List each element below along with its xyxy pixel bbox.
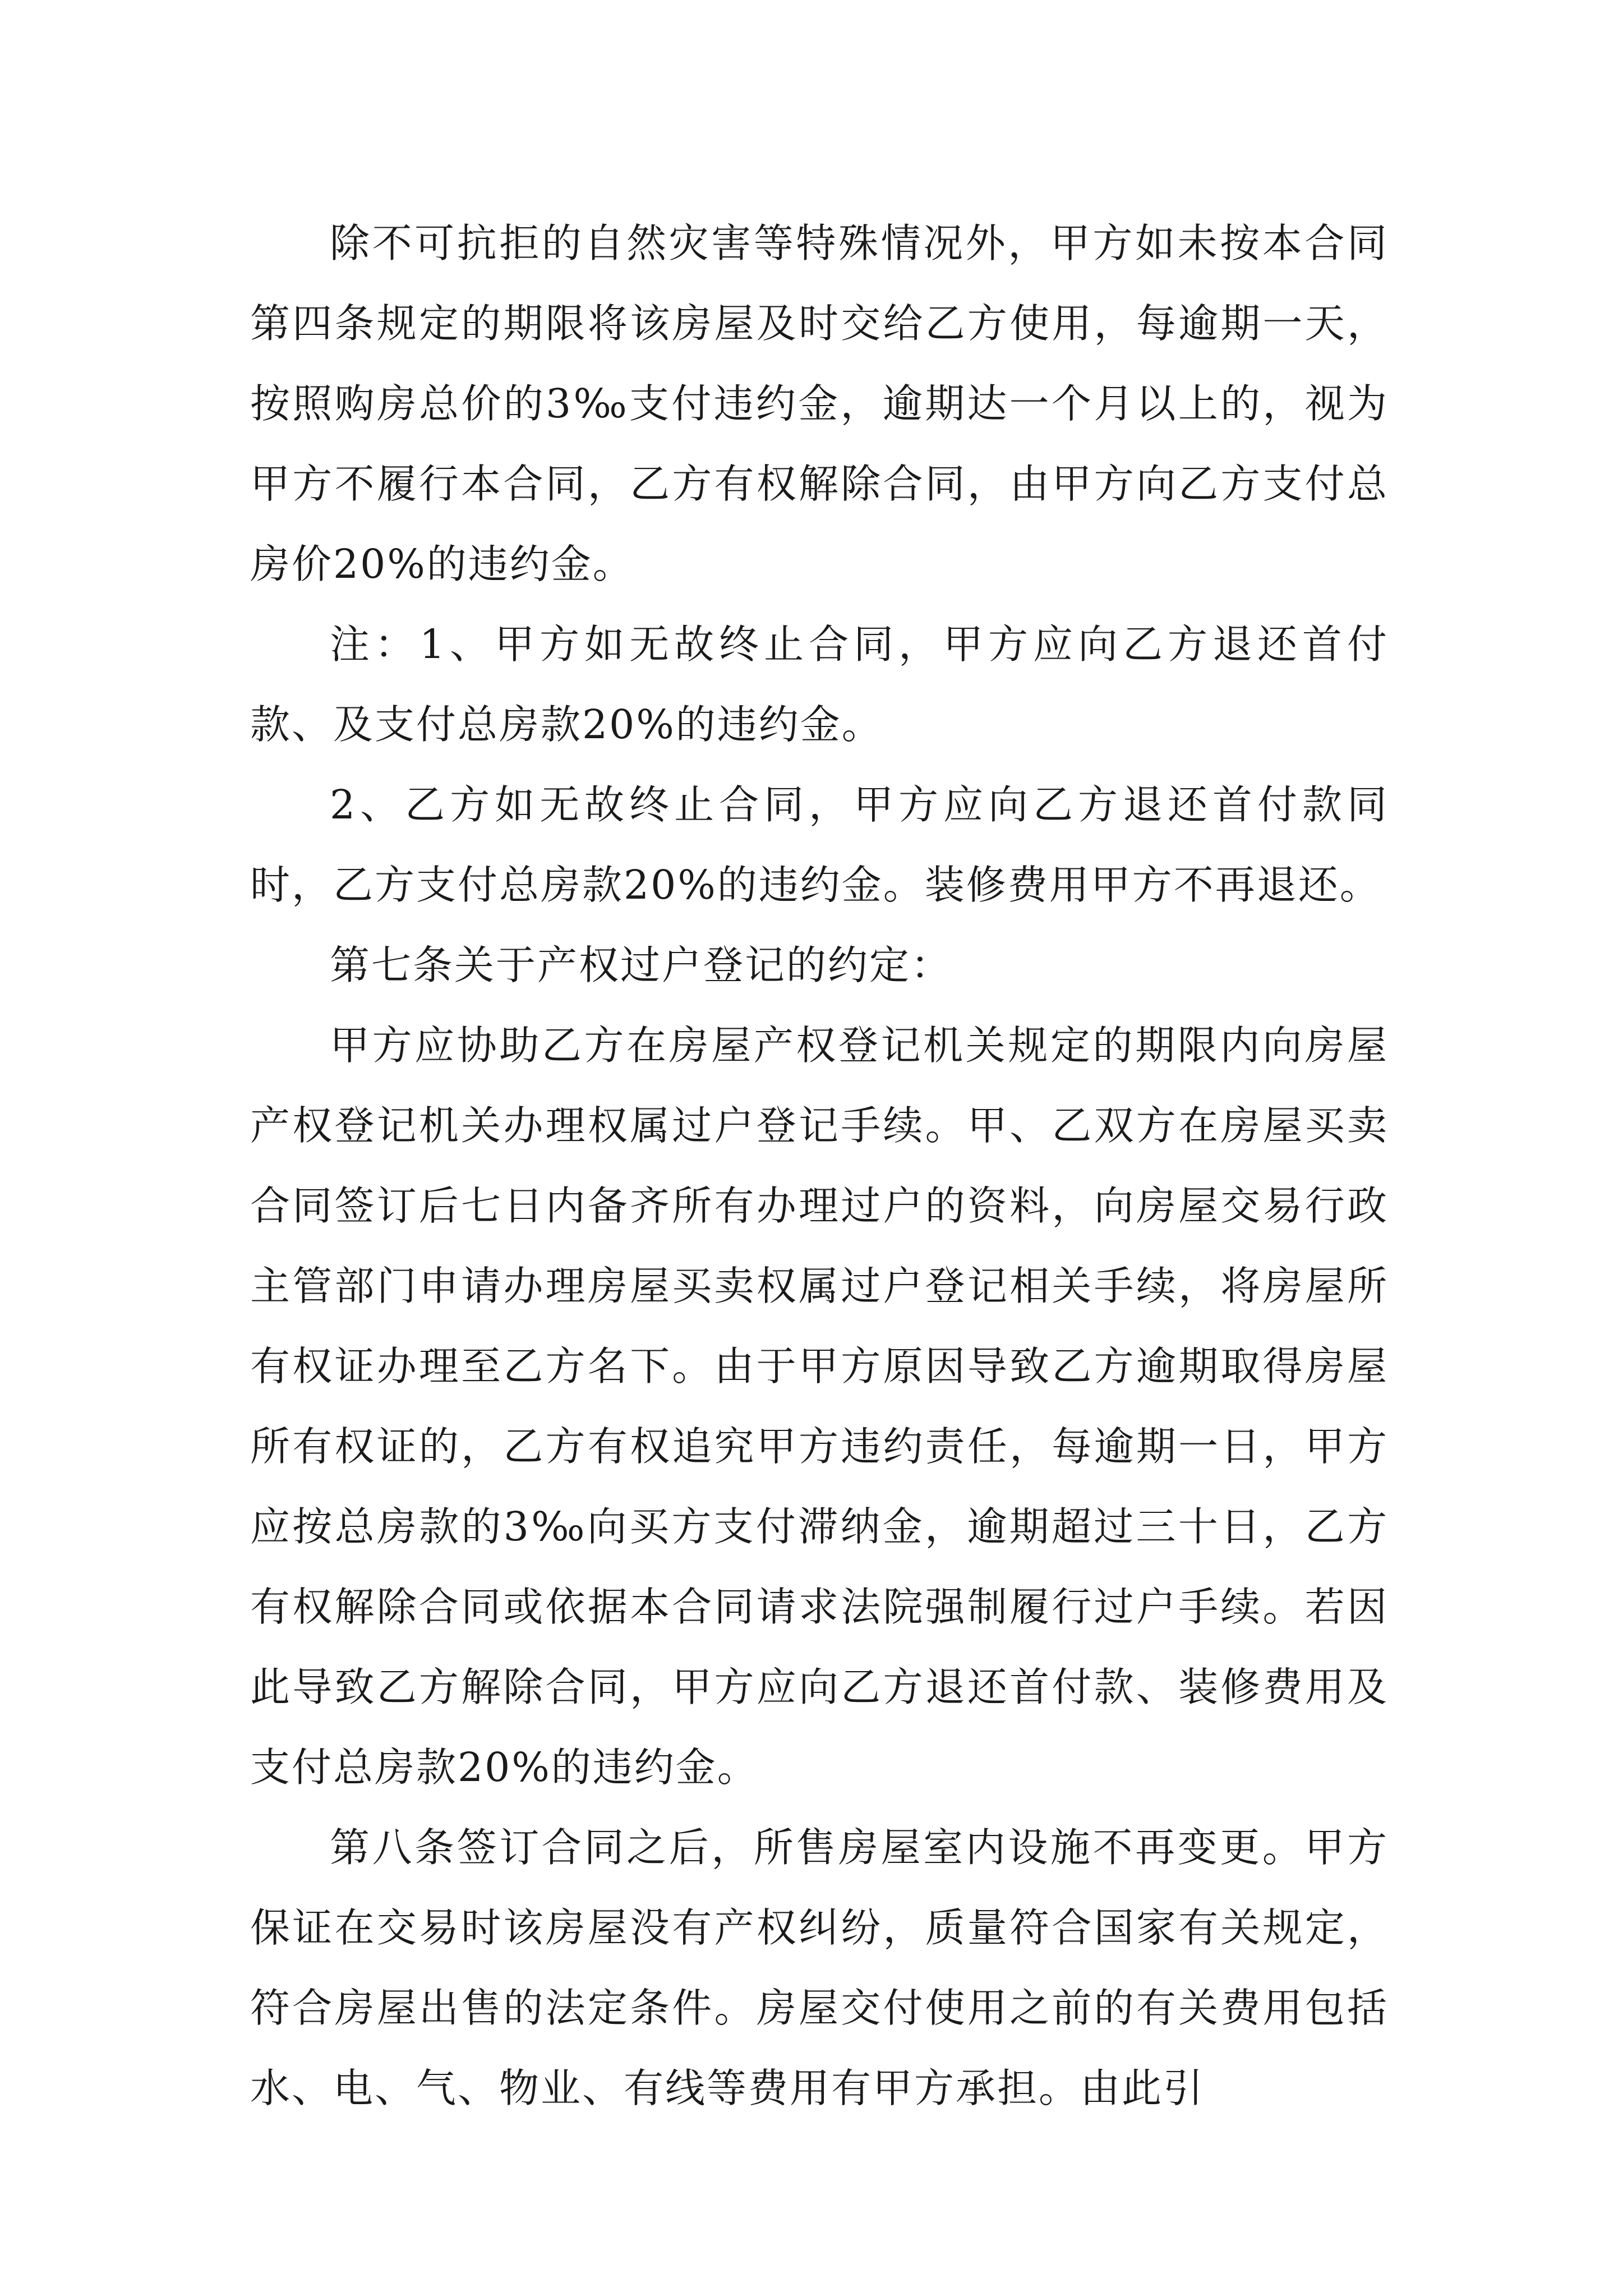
paragraph-delivery-penalty: 除不可抗拒的自然灾害等特殊情况外，甲方如未按本合同第四条规定的期限将该房屋及时交给乙方使用，每逾期一天，按照购房总价的3‰支付违约金，逾期达一个月以上的，视为甲方不履行本合同，乙方有权解除合同，由甲方向乙方支付总房价20%的违约金。 [250, 220, 1389, 587]
article-8-paragraph: 第八条签订合同之后，所售房屋室内设施不再变更。甲方保证在交易时该房屋没有产权纠纷，质量符合国家有关规定，符合房屋出售的法定条件。房屋交付使用之前的有关费用包括水、电、气、物业、有线等费用有甲方承担。由此引 [250, 1824, 1389, 2111]
document-body [250, 203, 1389, 2128]
paragraph-title-transfer: 甲方应协助乙方在房屋产权登记机关规定的期限内向房屋产权登记机关办理权属过户登记手续。甲、乙双方在房屋买卖合同签订后七日内备齐所有办理过户的资料，向房屋交易行政主管部门申请办理房屋买卖权属过户登记相关手续，将房屋所有权证办理至乙方名下。由于甲方原因导致乙方逾期取得房屋所有权证的，乙方有权追究甲方违约责任，每逾期一日，甲方应按总房款的3‰向买方支付滞纳金，逾期超过三十日，乙方有权解除合同或依据本合同请求法院强制履行过户手续。若因此导致乙方解除合同，甲方应向乙方退还首付款、装修费用及支付总房款20%的违约金。 [250, 1022, 1389, 1791]
paragraph-note-2: 2、乙方如无故终止合同，甲方应向乙方退还首付款同时，乙方支付总房款20%的违约金。装修费用甲方不再退还。 [250, 781, 1389, 908]
paragraph-note-1: 注：1、甲方如无故终止合同，甲方应向乙方退还首付款、及支付总房款20%的违约金。 [250, 621, 1389, 748]
article-7-heading: 第七条关于产权过户登记的约定： [330, 942, 953, 988]
